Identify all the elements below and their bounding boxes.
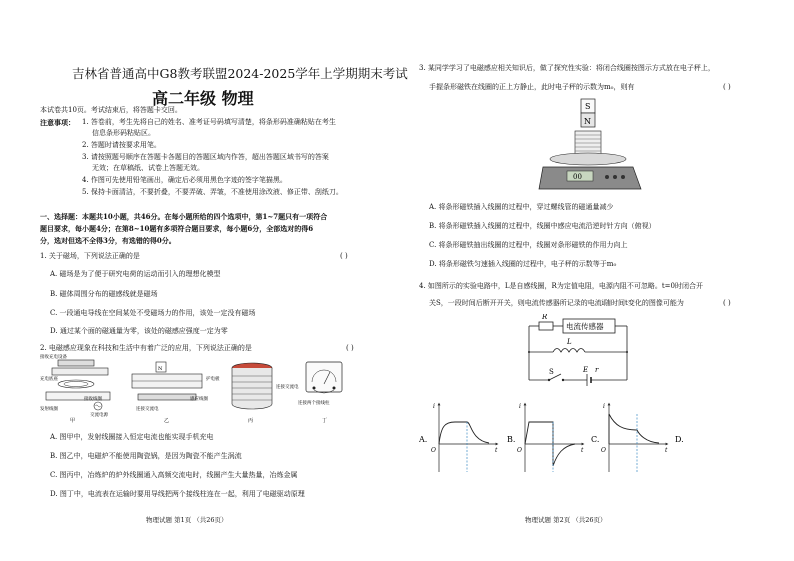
scale-display: 00 [573,173,582,181]
q4-circuit [515,314,655,390]
section-line-2: 题目要求，每小题4分；在第8~10题有多项符合题目要求，每小题6分，全部选对的得6 [40,224,314,233]
notice-label: 注意事项： [40,118,75,127]
footer-right: 物理试题 第2页 （共26页） [525,516,607,524]
graph-c-label: C. [591,435,600,444]
q1-option-b: B. 磁体周围分布的磁感线就是磁场 [50,290,158,298]
figure-bing [232,363,299,424]
graph-c [591,403,668,472]
q4-line-2: 关S，一段时间后断开开关，则电流传感器所记录的电流i随时间t变化的图像可能为 [429,299,684,307]
label-chongdian: 充电底座 [40,377,58,382]
q3-option-b: B. 将条形磁铁插入线圈的过程中，线圈中感应电流沿逆时针方向（俯视） [429,222,656,230]
circuit-label-l: L [567,338,572,346]
q3-option-d: D. 将条形磁铁匀速插入线圈的过程中，电子秤的示数等于m₀ [429,260,617,268]
page-right [397,0,794,561]
section-line-3: 分，选对但选不全得3分，有选错的得0分。 [40,236,176,245]
graph-b-origin: O [517,447,522,454]
graph-b-axis-t: t [581,447,584,454]
graph-b-label: B. [507,435,516,444]
label-jia: 甲 [70,418,76,424]
q1-option-c: C. 一段通电导线在空间某处不受磁场力的作用，该处一定没有磁场 [50,309,256,317]
label-luzi: 连接交流电 [276,385,299,390]
q3-figure [537,97,647,197]
magnet-s-label: S [585,102,591,111]
label-fashe: 发射线圈 [40,407,58,412]
q3-paren: ( ) [723,83,731,91]
figure-jia [40,354,110,424]
label-yi: 乙 [164,418,170,424]
label-hubao: 护电板 [206,377,220,382]
q4-line-1: 4. 如图所示的实验电路中，L是自感线圈，R为定值电阻，电源内阻不可忽略。t=0时闭合开 [419,282,703,290]
footer-left: 物理试题 第1页 （共26页） [146,516,228,524]
graph-a-origin: O [431,447,436,454]
circuit-label-sensor: 电流传感器 [566,322,604,331]
q3-line-2: 手握条形磁铁在线圈的正上方静止，此时电子秤的示数为m₀，则有 [429,83,635,91]
exam-subtitle: 高二年级 物理 [152,89,254,108]
bar-magnet [581,99,595,127]
label-bing: 丙 [248,418,254,424]
electronic-scale [539,153,641,189]
q2-paren: ( ) [346,344,354,352]
graph-b [507,403,584,472]
q2-figure [40,354,360,424]
q2-stem: 2. 电磁感应现象在科技和生活中有着广泛的应用，下列说法正确的是 [40,344,252,352]
label-ding: 丁 [322,418,328,424]
graph-a-label: A. [419,435,428,444]
circuit-label-r: R [542,314,548,321]
q4-paren: ( ) [723,299,731,307]
label-lianjiedian: 连接两个接线柱 [298,401,330,406]
q2-option-c: C. 图丙中，冶炼炉的炉外线圈通入高频交流电时，线圈产生大量热量，冶炼金属 [50,471,298,479]
intro-text: 本试卷共10页。考试结束后，将答题卡交回。 [40,106,182,114]
notice-3b: 无效；在草稿纸、试卷上答题无效。 [92,164,204,172]
q1-option-d: D. 通过某个面的磁通量为零，该处的磁感应强度一定为零 [50,327,228,335]
circuit-label-rr: r [595,366,599,374]
q3-line-1: 3. 某同学学习了电磁感应相关知识后，做了探究性实验：将闭合线圈按图示方式放在电子秤上， [419,64,715,72]
graph-a-axis-t: t [495,447,498,454]
graph-c-origin: O [601,447,606,454]
graph-b-axis-i: i [519,403,521,410]
graph-c-axis-i: i [603,403,605,410]
figure-yi [132,362,220,424]
circuit-label-e: E [583,366,589,374]
label-jieshouxq: 接收线圈 [84,397,102,402]
graph-a-axis-i: i [433,403,435,410]
graph-d [675,435,684,444]
q3-option-a: A. 将条形磁铁插入线圈的过程中，穿过螺线管的磁通量减少 [429,203,614,211]
q1-paren: ( ) [340,252,348,260]
coil [575,131,601,155]
graph-a [419,403,498,472]
q3-option-c: C. 将条形磁铁抽出线圈的过程中，线圈对条形磁铁的作用力向上 [429,241,628,249]
svg-text:N: N [158,366,163,372]
label-jiaoliu: 交流电源 [90,413,108,418]
q1-option-a: A. 磁场是为了便于研究电荷的运动而引入的理想化模型 [50,270,221,278]
q2-option-a: A. 图甲中，发射线圈接入恒定电流也能实现手机充电 [50,433,214,441]
exam-title: 吉林省普通高中G8教考联盟2024-2025学年上学期期末考试 [72,66,408,81]
notice-3: 3. 请按照题号顺序在答题卡各题目的答题区域内作答，超出答题区域书写的答案 [82,153,329,161]
notice-1: 1. 答卷前，考生先将自己的姓名、准考证号码填写清楚，将条形码准确粘贴在考生 [82,118,336,126]
q2-option-d: D. 图丁中，电流表在运输时要用导线把两个接线柱连在一起，利用了电磁驱动原理 [50,490,305,498]
section-line-1: 一、选择题：本题共10小题，共46分。在每小题所给的四个选项中，第1~7题只有一项符合 [40,212,328,221]
magnet-n-label: N [584,117,591,126]
label-jieshou: 接收充电设备 [40,355,67,360]
label-lianjie: 连接交流电 [136,407,159,412]
q4-graphs [419,400,769,480]
notice-1b: 信息条形码粘贴区。 [92,129,155,137]
notice-5: 5. 保持卡面清洁，不要折叠，不要弄破、弄皱，不准使用涂改液、修正带、刮纸刀。 [82,188,343,196]
graph-c-axis-t: t [665,447,668,454]
q2-option-b: B. 图乙中，电磁炉不能使用陶瓷锅，是因为陶瓷不能产生涡流 [50,452,242,460]
notice-2: 2. 答题时请按要求用笔。 [82,141,161,149]
figure-ding [298,362,342,424]
label-ganying: 感应线圈 [190,397,208,402]
graph-d-label: D. [675,435,684,444]
notice-4: 4. 作图可先使用铅笔画出，确定后必须用黑色字迹的签字笔描黑。 [82,176,287,184]
q1-stem: 1. 关于磁场，下列说法正确的是 [40,252,140,260]
circuit-label-s: S [549,368,554,376]
